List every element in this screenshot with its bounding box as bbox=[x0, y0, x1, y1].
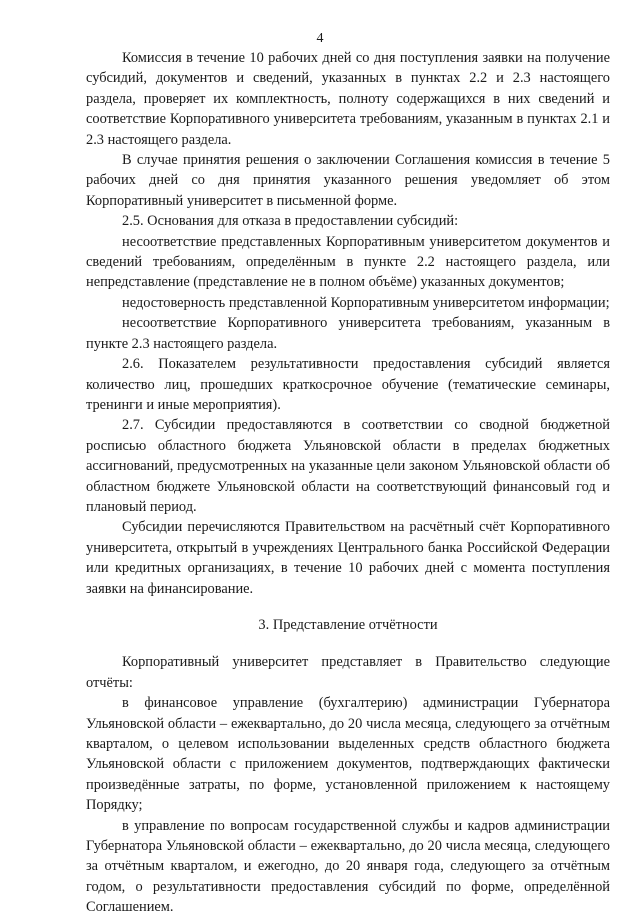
section-heading: 3. Представление отчётности bbox=[258, 616, 438, 633]
document-body bbox=[86, 48, 610, 918]
paragraph: недостоверность представленной Корпоративным университетом информации; bbox=[122, 294, 610, 311]
paragraph: несоответствие представленных Корпоративным университетом документов и сведений требованиям, определённым в пункте 2.2 настоящего раздела, или непредставление (представление не в полном объёме) указанных документов; bbox=[86, 233, 610, 291]
page-number: 4 bbox=[316, 31, 324, 46]
paragraph: Корпоративный университет представляет в Правительство следующие отчёты: bbox=[86, 654, 610, 691]
paragraph: 2.7. Субсидии предоставляются в соответствии со сводной бюджетной росписью областного бюджета Ульяновской области в пределах бюджетных ассигнований, предусмотренных на указанные цели законом Ульяновской области об областном бюджете Ульяновской области на соответствующий финансовый год и плановый период. bbox=[86, 417, 610, 515]
paragraph: в финансовое управление (бухгалтерию) администрации Губернатора Ульяновской области – ежеквартально, до 20 числа месяца, следующего за отчётным кварталом, о целевом использовании выделенных средств областного бюджета Ульяновской области с приложением документов, подтверждающих фактически произведённые затраты, по форме, установленной приложением к настоящему Порядку; bbox=[86, 695, 610, 814]
paragraph: 2.6. Показателем результативности предоставления субсидий является количество лиц, прошедших краткосрочное обучение (тематические семинары, тренинги и иные мероприятия). bbox=[86, 356, 610, 413]
paragraph: Субсидии перечисляются Правительством на расчётный счёт Корпоративного университета, открытый в учреждениях Центрального банка Российской Федерации или кредитных организациях, в течение 10 рабочих дней с момента поступления заявки на финансирование. bbox=[86, 519, 610, 597]
paragraph: 2.5. Основания для отказа в предоставлении субсидий: bbox=[122, 213, 459, 230]
paragraph: В случае принятия решения о заключении Соглашения комиссия в течение 5 рабочих дней со дня принятия указанного решения уведомляет об этом Корпоративный университет в письменной форме. bbox=[86, 152, 610, 209]
paragraph: Комиссия в течение 10 рабочих дней со дня поступления заявки на получение субсидий, документов и сведений, указанных в пунктах 2.2 и 2.3 настоящего раздела, проверяет их комплектность, полноту содержащихся в них сведений и соответствие Корпоративного университета требованиям, указанным в пунктах 2.1 и 2.3 настоящего раздела. bbox=[86, 50, 610, 148]
paragraph: в управление по вопросам государственной службы и кадров администрации Губернатора Ульяновской области – ежеквартально, до 20 числа месяца, следующего за отчётным кварталом, и ежегодно, до 20 января года, следующего за отчётным годом, о результативности предоставления субсидий по форме, определённой Соглашением. bbox=[86, 817, 610, 916]
paragraph: несоответствие Корпоративного университета требованиям, указанным в пункте 2.3 настоящего раздела. bbox=[86, 315, 610, 352]
